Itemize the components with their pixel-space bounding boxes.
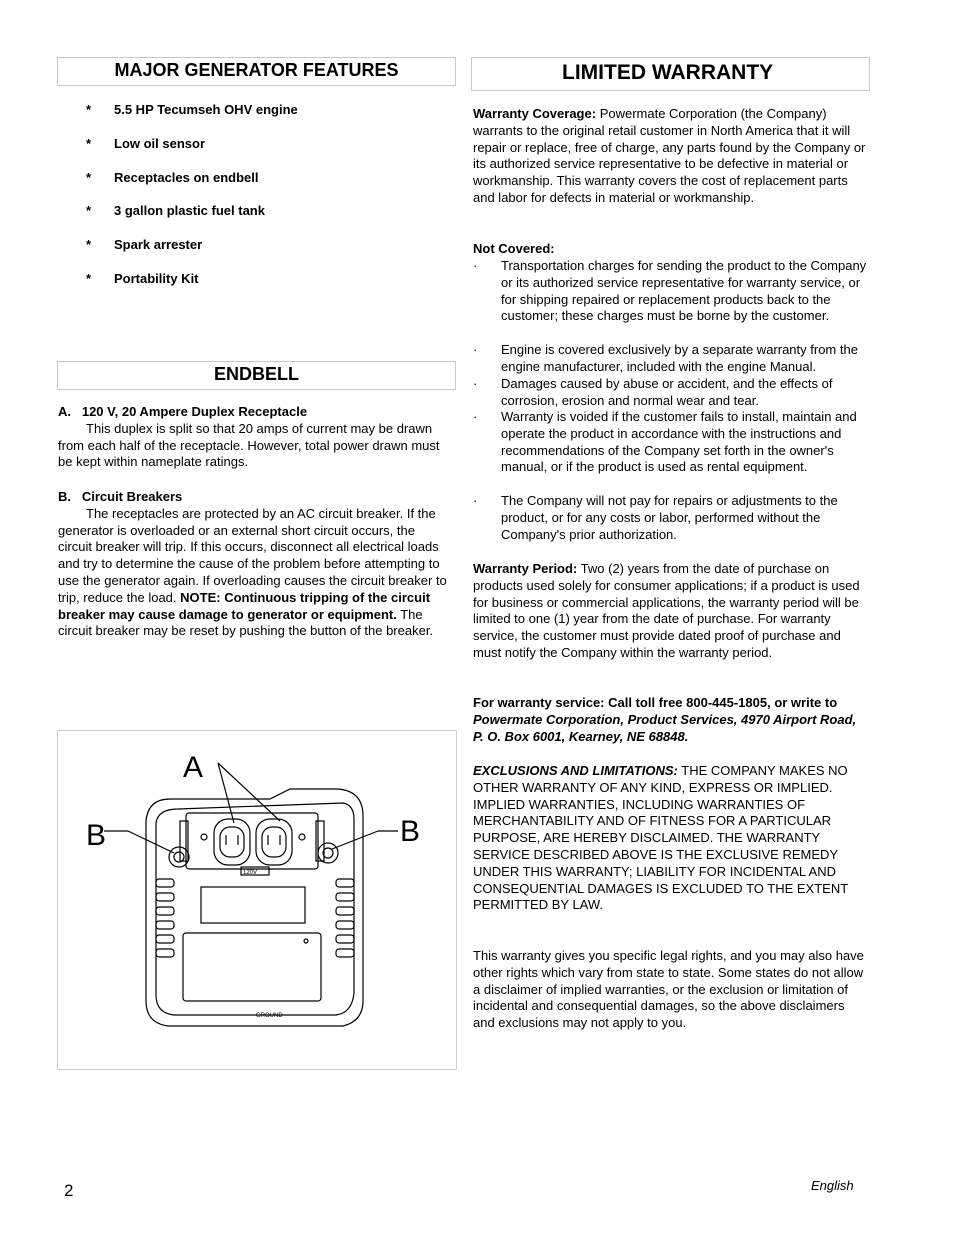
endbell-diagram (58, 731, 456, 1069)
ground-tag: GROUND (256, 1013, 283, 1019)
not-covered-item: · Engine is covered exclusively by a separate warranty from the engine manufacturer, included with the engine Manual. (473, 342, 858, 374)
not-covered-label: Not Covered: (473, 241, 555, 256)
feature-item: * Portability Kit (86, 271, 199, 286)
endbell-title: ENDBELL (57, 361, 456, 390)
section-b (58, 489, 450, 640)
bullet-star: * (86, 203, 92, 218)
feature-item: * 5.5 HP Tecumseh OHV engine (86, 102, 298, 117)
label-b-left: B (86, 819, 107, 852)
bullet-star: * (86, 136, 92, 151)
feature-item: * Receptacles on endbell (86, 170, 259, 185)
warranty-coverage: Warranty Coverage: Powermate Corporation (the Company) warrants to the original retail customer in North America that it will repair or replace, free of charge, any parts found by the Company or its authorized service representative to be defective in material or workmanship. This warranty covers the cost of replacement parts and labor for defects in material or workmanship. (473, 106, 866, 205)
feature-item: * 3 gallon plastic fuel tank (86, 203, 265, 218)
section-a-body: This duplex is split so that 20 amps of current may be drawn from each half of the receptacle. However, total power drawn must be kept within nameplate ratings. (58, 420, 440, 470)
features-title: MAJOR GENERATOR FEATURES (57, 57, 456, 86)
label-a: A (183, 751, 204, 784)
not-covered-item: · The Company will not pay for repairs or adjustments to the product, or for any costs or labor, performed without the Company's prior authorization. (473, 493, 838, 542)
bullet-star: * (86, 170, 92, 185)
language-label: English (811, 1178, 854, 1193)
warranty-service: For warranty service: Call toll free 800-445-1805, or write to Powermate Corporation, Product Services, 4970 Airport Road, P. O. Box 6001, Kearney, NE 68848. (473, 695, 857, 744)
section-b-heading: B. Circuit Breakers (58, 489, 183, 504)
feature-item: * Low oil sensor (86, 136, 206, 151)
label-b-right: B (400, 815, 421, 848)
legal-rights: This warranty gives you specific legal rights, and you may also have other rights which vary from state to state. Some states do not allow a disclaimer of implied warranties, or the exclusion or limitation of incidental and consequential damages, so the above disclaimers and exclusions may not apply to you. (473, 948, 864, 1031)
section-a-heading: A. 120 V, 20 Ampere Duplex Receptacle (58, 404, 308, 419)
not-covered-item: · Damages caused by abuse or accident, and the effects of corrosion, erosion and normal wear and tear. (473, 376, 833, 408)
bullet-star: * (86, 271, 92, 286)
section-b-body: The receptacles are protected by an AC circuit breaker. If the generator is overloaded or an external short circuit occurs, the circuit breaker will trip. If this occurs, disconnect all electrical loads and try to determine the cause of the problem before attempting to use the generator again. If overloading causes the circuit breaker to trip, reduce the load. NOTE: Continuous tripping of the circuit breaker may cause damage to generator or equipment. The circuit breaker may be reset by pushing the button of the breaker. (58, 505, 447, 639)
exclusions: EXCLUSIONS AND LIMITATIONS: THE COMPANY MAKES NO OTHER WARRANTY OF ANY KIND, EXPRESS OR IMPLIED. IMPLIED WARRANTIES, INCLUDING WARRANTIES OF MERCHANTABILITY AND OF FITNESS FOR A PARTICULAR PURPOSE, ARE HEREBY DISCLAIMED. THE WARRANTY SERVICE DESCRIBED ABOVE IS THE EXCLUSIVE REMEDY UNDER THIS WARRANTY; LIABILITY FOR INCIDENTAL AND CONSEQUENTIAL DAMAGES IS EXCLUDED TO THE EXTENT PERMITTED BY LAW. (473, 763, 848, 913)
bullet-star: * (86, 102, 92, 117)
endbell-figure (57, 730, 457, 1070)
warranty-period: Warranty Period: Two (2) years from the date of purchase on products used solely for consumer applications; if a product is used for business or commercial applications, the warranty period will be limited to one (1) year from the date of purchase. For warranty service, the customer must provide dated proof of purchase and must notify the Company within the warranty period. (473, 561, 860, 660)
page-number: 2 (64, 1181, 74, 1200)
not-covered-item: · Transportation charges for sending the product to the Company or its authorized service representative for warranty service, or for shipping repaired or replacement products back to the customer; these charges must be borne by the customer. (473, 258, 867, 324)
not-covered-item: · Warranty is voided if the customer fails to install, maintain and operate the product in accordance with the instructions and recommendations of the Company set forth in the owner's manual, or if the product is used as rental equipment. (473, 409, 857, 475)
feature-item: * Spark arrester (86, 237, 203, 252)
voltage-tag: 120V (243, 870, 258, 876)
warranty-title: LIMITED WARRANTY (471, 57, 870, 91)
section-b-note: NOTE: Continuous tripping of the circuit breaker may cause damage to generator or equipment. (58, 589, 431, 622)
section-a (58, 404, 450, 471)
bullet-star: * (86, 237, 92, 252)
